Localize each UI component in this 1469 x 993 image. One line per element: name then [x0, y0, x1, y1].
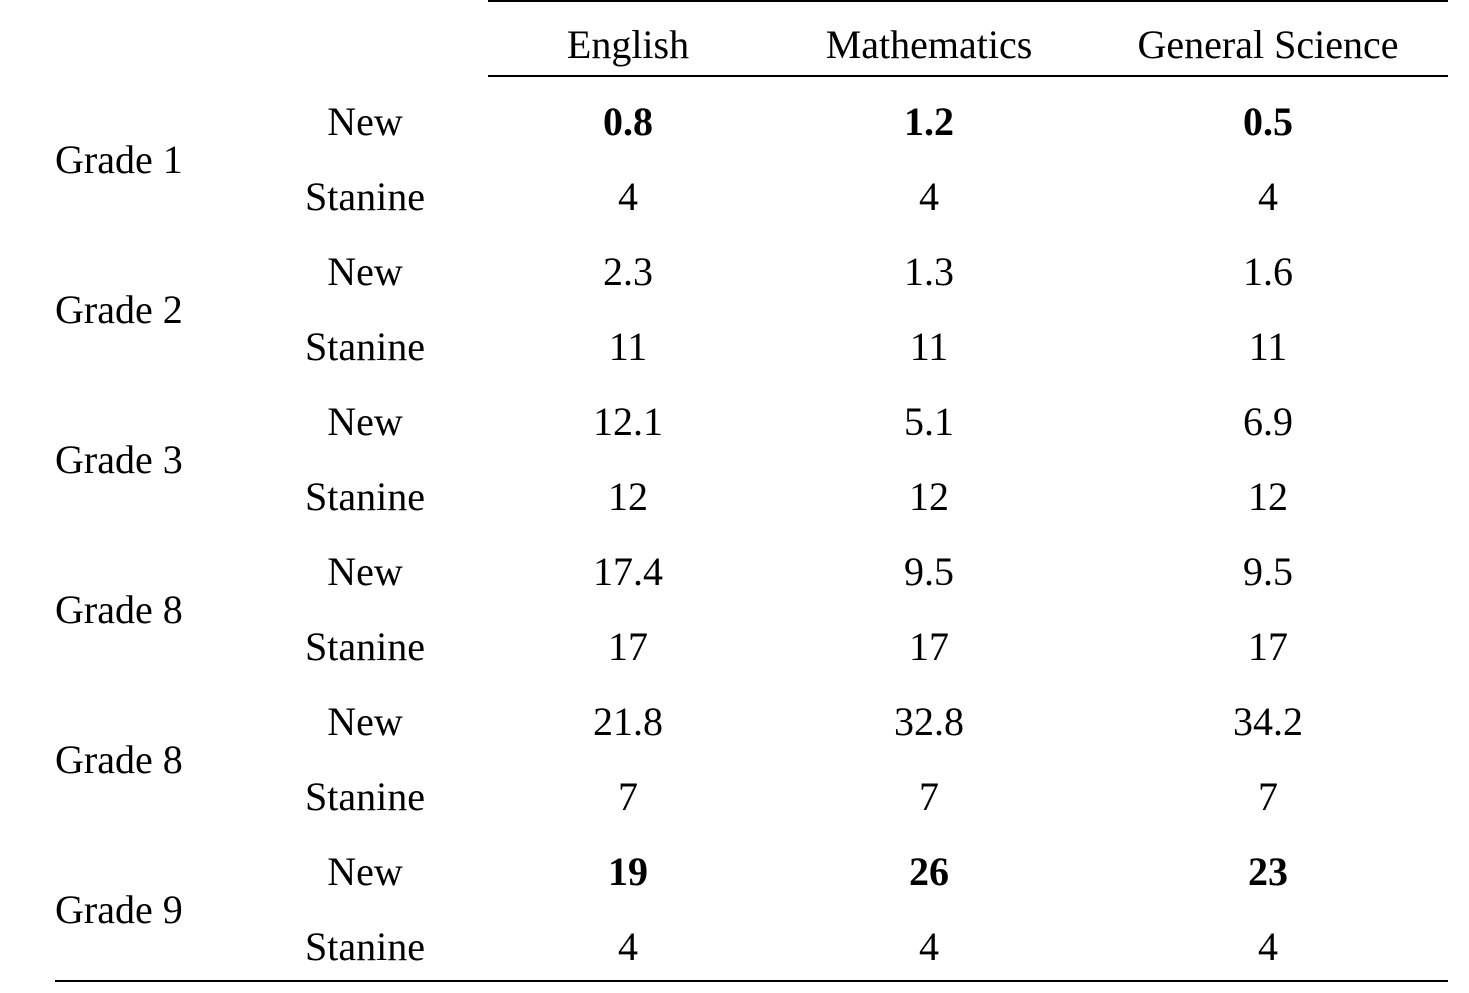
row-type-label: New	[327, 699, 403, 744]
table-cell: 0.5	[1243, 99, 1293, 144]
row-type-label: Stanine	[305, 924, 425, 969]
table-cell: 4	[618, 924, 638, 969]
table-cell: 17	[1248, 624, 1288, 669]
grade-label: Grade 8	[55, 736, 183, 782]
table-cell: 34.2	[1233, 699, 1303, 744]
row-type-label: Stanine	[305, 774, 425, 819]
row-type-label: New	[327, 849, 403, 894]
table-cell: 5.1	[904, 399, 954, 444]
table-cell: 21.8	[593, 699, 663, 744]
table-cell: 9.5	[1243, 549, 1293, 594]
table-cell: 17	[909, 624, 949, 669]
table-cell: 12	[909, 474, 949, 519]
table-cell: 1.3	[904, 249, 954, 294]
row-type-label: New	[327, 249, 403, 294]
table-cell: 4	[1258, 924, 1278, 969]
table-cell: 7	[1258, 774, 1278, 819]
grade-label: Grade 3	[55, 436, 183, 482]
row-type-label: New	[327, 549, 403, 594]
table-cell: 1.6	[1243, 249, 1293, 294]
table-cell: 9.5	[904, 549, 954, 594]
table-cell: 4	[919, 924, 939, 969]
table-cell: 32.8	[894, 699, 964, 744]
table-cell: 7	[919, 774, 939, 819]
table-cell: 12	[608, 474, 648, 519]
header-rule	[488, 75, 1448, 77]
table-cell: 26	[909, 849, 949, 894]
row-type-label: New	[327, 399, 403, 444]
grade-label: Grade 2	[55, 286, 183, 332]
table-cell: 19	[608, 849, 648, 894]
table-cell: 11	[909, 324, 949, 369]
bottom-rule	[55, 980, 1448, 982]
row-type-label: Stanine	[305, 324, 425, 369]
table-cell: 23	[1248, 849, 1288, 894]
table-cell: 12	[1248, 474, 1288, 519]
table-cell: 17.4	[593, 549, 663, 594]
row-type-label: Stanine	[305, 474, 425, 519]
table-cell: 1.2	[904, 99, 954, 144]
grade-label: Grade 8	[55, 586, 183, 632]
row-type-label: Stanine	[305, 174, 425, 219]
grade-label: Grade 9	[55, 886, 183, 932]
grade-label: Grade 1	[55, 136, 183, 182]
column-header-mathematics: Mathematics	[825, 22, 1033, 67]
table-cell: 6.9	[1243, 399, 1293, 444]
row-type-label: New	[327, 99, 403, 144]
table-cell: 4	[618, 174, 638, 219]
row-type-label: Stanine	[305, 624, 425, 669]
table-cell: 12.1	[593, 399, 663, 444]
table-cell: 17	[608, 624, 648, 669]
table-cell: 11	[1248, 324, 1288, 369]
column-header-english: English	[566, 22, 690, 67]
column-header-general-science: General Science	[1137, 22, 1399, 67]
top-rule	[488, 0, 1448, 2]
table-cell: 0.8	[603, 99, 653, 144]
table-cell: 4	[919, 174, 939, 219]
table-cell: 11	[608, 324, 648, 369]
table-cell: 4	[1258, 174, 1278, 219]
table-cell: 2.3	[603, 249, 653, 294]
table-cell: 7	[618, 774, 638, 819]
